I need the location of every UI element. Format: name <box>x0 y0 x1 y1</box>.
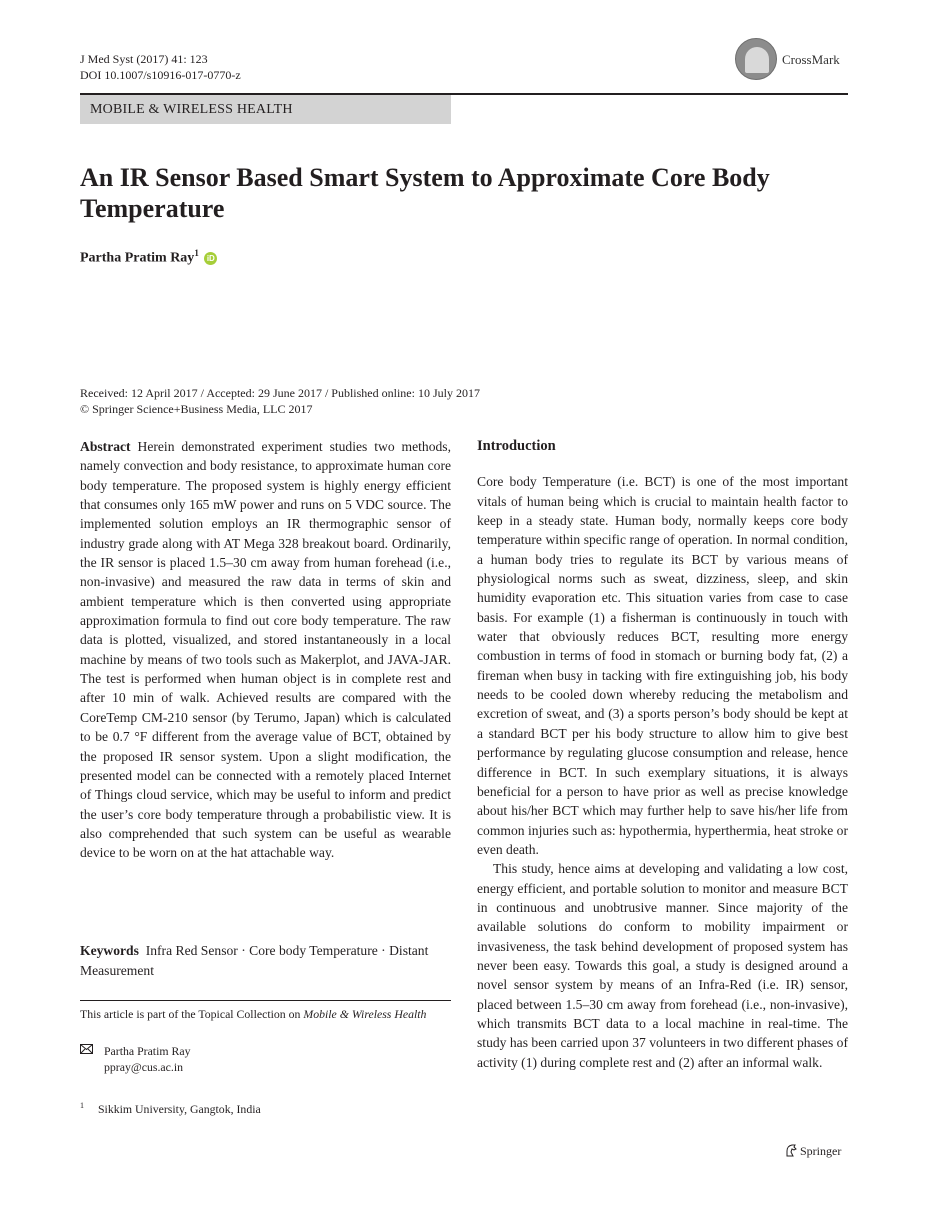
contact-email[interactable]: ppray@cus.ac.in <box>104 1060 183 1074</box>
introduction-heading: Introduction <box>477 438 556 454</box>
author-line <box>80 248 217 267</box>
affiliation-text: Sikkim University, Gangtok, India <box>98 1101 261 1116</box>
envelope-icon <box>80 1044 93 1054</box>
doi-line[interactable]: DOI 10.1007/s10916-017-0770-z <box>80 68 241 82</box>
journal-meta <box>80 51 241 83</box>
introduction <box>477 437 848 1072</box>
crossmark-icon <box>735 38 777 80</box>
journal-citation: J Med Syst (2017) 41: 123 <box>80 52 208 66</box>
intro-paragraph-1: Core body Temperature (i.e. BCT) is one of the most important vitals of human being which is crucial to maintain health factor to keep in a steady state. Human body, normally keeps core body temperature within specific range of operation. In normal condition, a human body tries to regulate its BCT by various means of physiological norms such as sweat, dizziness, sleep, and skin humidity evaporation etc. This situation varies from case to case basis. For example (1) a fisherman is continuously in touch with water that obviously reduces BCT, resulting more energy combustion in terms of food in stomach or burning body fat, (2) a fireman when busy in tacking with fire extinguishing job, his body needs to be cooled down whereby reducing the metabolism and excretion of sweat, and (3) a sports person’s body should be kept at a standard BCT per his body structure to allow him to give best performance by regulating glucose consumption and release, hence difference in BCT. In such exemplary situations, it is always beneficial for a person to have prior as well as precise knowledge about his/her BCT which may further help to save his/her life from common injuries such as: hypothermia, hyperthermia, heat stroke or even death. <box>477 474 848 857</box>
collection-prefix: This article is part of the Topical Collection on <box>80 1007 304 1021</box>
section-label: MOBILE & WIRELESS HEALTH <box>80 95 451 124</box>
orcid-icon[interactable]: iD <box>204 252 217 265</box>
crossmark-label: CrossMark <box>782 52 840 67</box>
abstract-heading: Abstract <box>80 439 131 454</box>
keywords-text: Infra Red Sensor · Core body Temperature · Distant Measurement <box>80 943 429 978</box>
publication-dates <box>80 385 480 417</box>
keywords <box>80 941 451 980</box>
contact-name: Partha Pratim Ray <box>104 1044 191 1058</box>
springer-horse-icon <box>785 1144 797 1157</box>
dates-line: Received: 12 April 2017 / Accepted: 29 June 2017 / Published online: 10 July 2017 <box>80 386 480 400</box>
abstract <box>80 437 451 863</box>
topical-collection-note <box>80 1006 451 1022</box>
author-affil-marker: 1 <box>194 248 199 258</box>
intro-paragraph-2: This study, hence aims at developing and validating a low cost, energy efficient, and portable solution to monitor and measure BCT in continuous and unobtrusive manner. Since majority of the available solutions do conform to mobility impairment or invasiveness, the task behind development of proposed system has never been easy. Towards this goal, a study is designed around a novel sensor system by means of an Infra-Red (i.e. IR) sensor, placed between 1.5–30 cm away from forehead (i.e., non-invasive), which transmits BCT data to a local machine in real-time. The study has been carried upon 37 volunteers in two different phases of activity (1) during complete rest and (2) after an informal walk. <box>477 861 848 1070</box>
author-name[interactable]: Partha Pratim Ray <box>80 250 195 266</box>
affiliation-marker: 1 <box>80 1101 84 1110</box>
crossmark-badge[interactable] <box>735 38 850 82</box>
affiliation <box>80 1098 261 1117</box>
collection-name[interactable]: Mobile & Wireless Health <box>303 1007 427 1021</box>
copyright-line: © Springer Science+Business Media, LLC 2017 <box>80 402 313 416</box>
keywords-heading: Keywords <box>80 943 139 958</box>
publisher-logo <box>785 1144 841 1159</box>
publisher-name: Springer <box>800 1144 842 1158</box>
abstract-text: Herein demonstrated experiment studies two methods, namely convection and body resistance, to approximate human core body temperature. The proposed system is highly energy efficient that consumes only 165 mW power and runs on 5 VDC source. The implemented solution employs an IR thermographic sensor of industry grade along with AT Mega 328 breakout board. Ordinarily, the IR sensor is placed 1.5–30 cm away from human forehead (i.e., non-invasive) and measured the raw data in terms of skin and ambient temperature which is then converted using appropriate approximation formula to find out core body temperature. The raw data is plotted, visualized, and stored instantaneously in a local machine by means of two tools such as Makerplot, and JAVA-JAR. The test is performed when human object is in complete rest and after 10 min of walk. Achieved results are compared with the CoreTemp CM-210 sensor (by Terumo, Japan) which is calculated to be 0.7 °F different from the average value of BCT, obtained by the proposed IR sensor system. Upon a slight modification, the presented model can be connected with a remotely placed Internet of Things cloud service, which may be useful to inform and predict the user’s core body temperature through a probabilistic view. It is also comprehended that such system can be useful as wearable device to be worn on at the hat attachable way. <box>80 439 451 861</box>
footnote-rule <box>80 1000 451 1001</box>
article-title: An IR Sensor Based Smart System to Approximate Core Body Temperature <box>80 163 770 223</box>
